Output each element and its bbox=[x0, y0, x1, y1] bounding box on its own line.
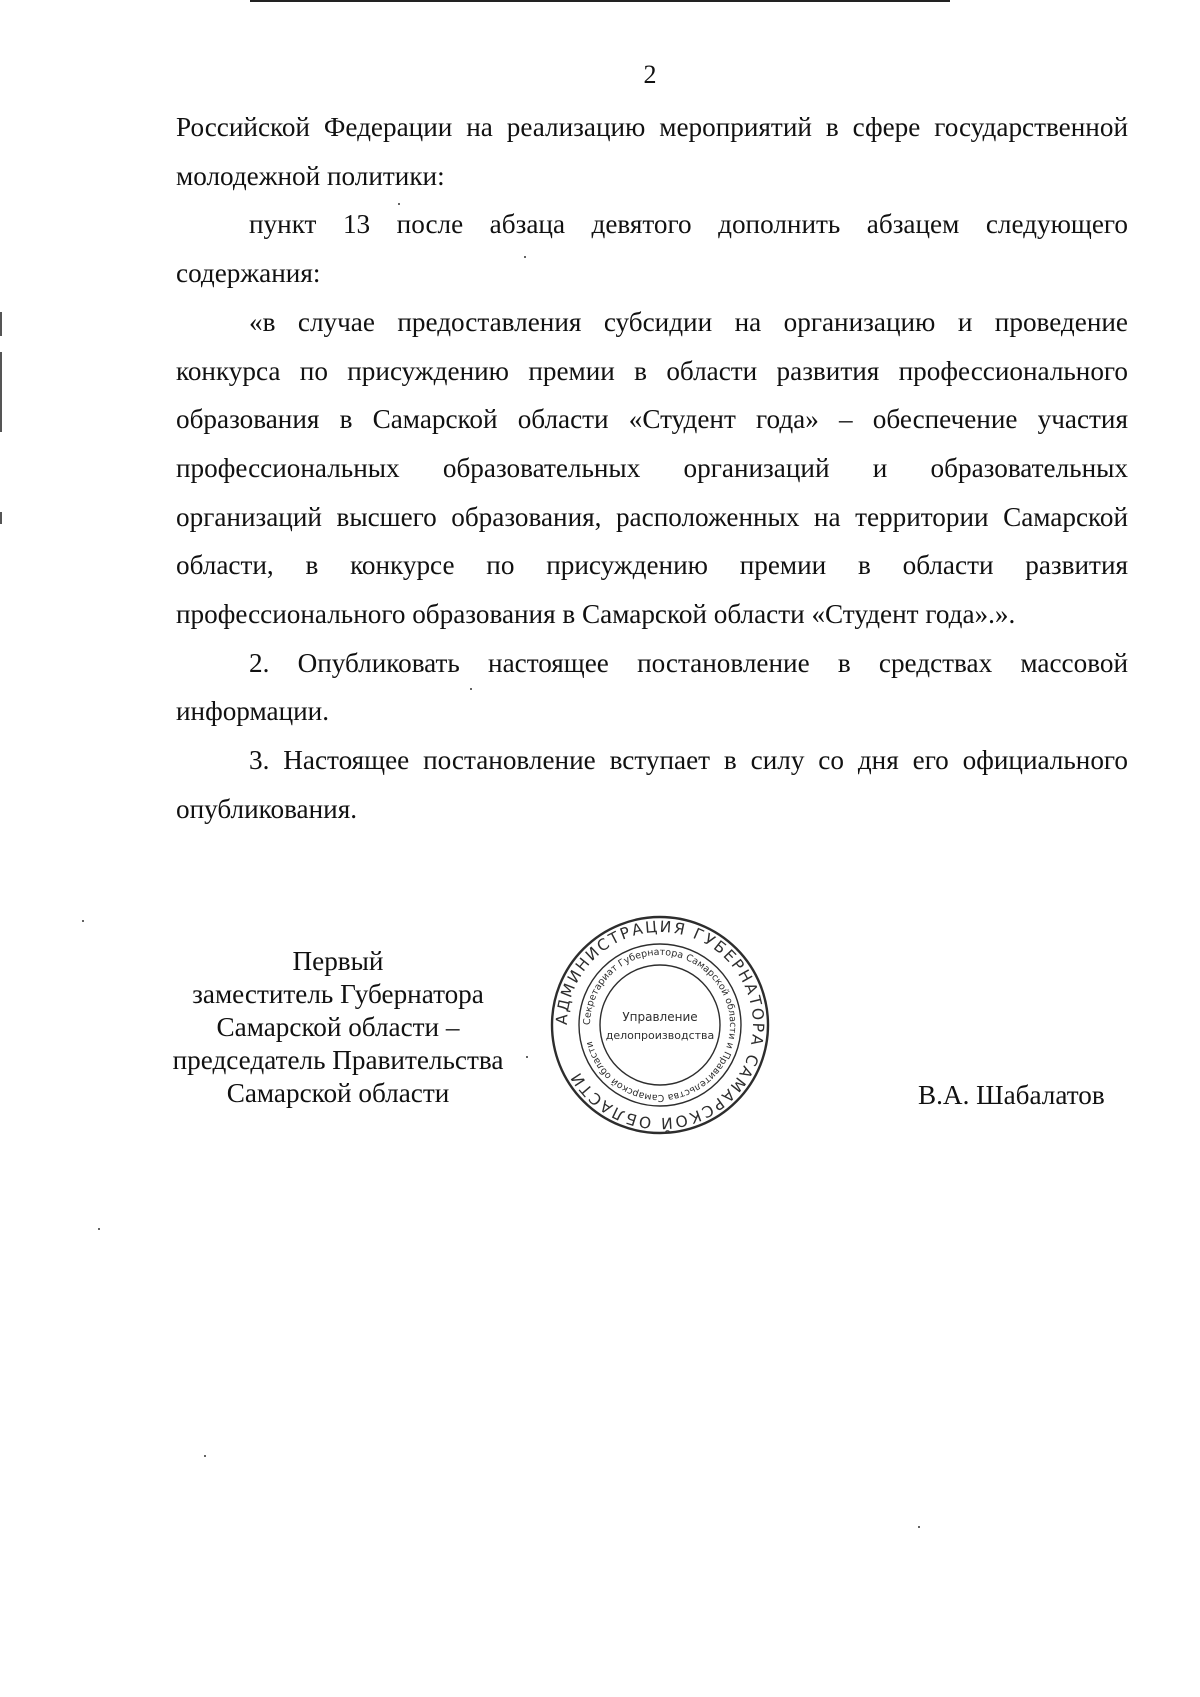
scan-margin-mark bbox=[0, 312, 2, 336]
scan-top-rule bbox=[250, 0, 950, 2]
paragraph: 3. Настоящее постановление вступает в силу со дня его официального опубликования. bbox=[176, 745, 1128, 824]
page-number: 2 bbox=[643, 60, 657, 89]
scan-margin-mark bbox=[0, 352, 2, 432]
official-stamp bbox=[548, 913, 772, 1137]
stamp-center-line: Управление bbox=[622, 1010, 698, 1024]
position-line: Самарской области bbox=[226, 1078, 450, 1108]
paragraph: Российской Федерации на реализацию мероприятий в сфере государственной молодежной политики: bbox=[176, 112, 1128, 191]
position-line: заместитель Губернатора bbox=[192, 979, 484, 1009]
scan-speck bbox=[82, 920, 84, 922]
paragraph: 2. Опубликовать настоящее постановление в средствах массовой информации. bbox=[176, 647, 1128, 727]
paragraph: пункт 13 после абзаца девятого дополнить абзацем следующего содержания: bbox=[176, 209, 1128, 289]
stamp-inner-ring bbox=[600, 965, 720, 1085]
position-line: Самарской области – bbox=[216, 1012, 460, 1042]
scan-speck bbox=[918, 1526, 920, 1528]
paragraph: «в случае предоставления субсидии на организацию и проведение конкурса по присуждению премии в области развития профессионального образования в Самарской области «Студент года» – обеспечение участия профессиональных образовательных организаций и образовательных организаций высшего образования, расположенных на территории Самарской области, в конкурсе по присуждению премии в области развития профессионального образования в Самарской области «Студент года».». bbox=[176, 306, 1128, 630]
stamp-inner-text: Секретариат Губернатора Самарской области и Правительства Самарской области bbox=[581, 946, 739, 1104]
stamp-middle-ring bbox=[579, 944, 741, 1106]
signatory-position bbox=[148, 945, 528, 1110]
scan-margin-mark bbox=[0, 512, 2, 524]
stamp-outer-text: АДМИНИСТРАЦИЯ ГУБЕРНАТОРА САМАРСКОЙ ОБЛАСТИ bbox=[552, 917, 768, 1133]
scan-speck bbox=[204, 1455, 206, 1457]
stamp-center-line: делопроизводства bbox=[605, 1029, 715, 1042]
position-line: председатель Правительства bbox=[172, 1045, 504, 1075]
scan-speck bbox=[98, 1228, 100, 1230]
document-body bbox=[176, 103, 1128, 834]
signer-name: В.А. Шабалатов bbox=[918, 1080, 1105, 1110]
position-line: Первый bbox=[292, 946, 384, 976]
